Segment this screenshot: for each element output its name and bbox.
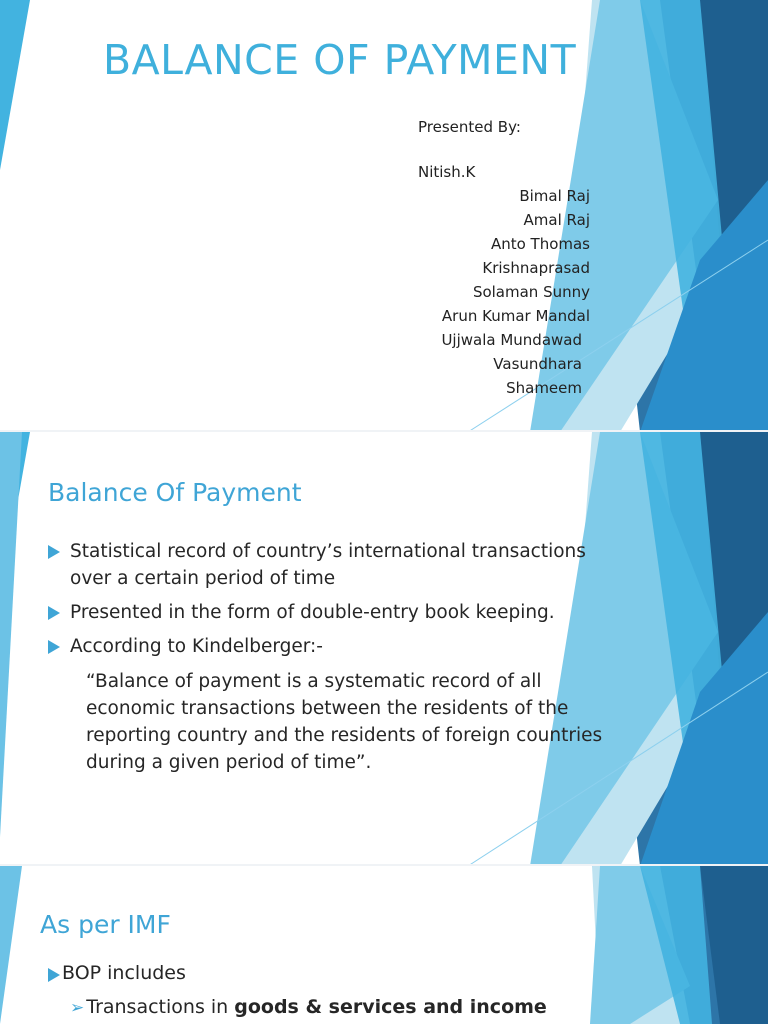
bullet-item — [48, 538, 618, 592]
presenter-list — [418, 160, 590, 400]
presenter-name: Nitish.K — [418, 163, 476, 181]
bullet-item — [48, 633, 618, 660]
presenter-name: Amal Raj — [523, 211, 590, 229]
triangle-bullet-icon — [48, 640, 60, 654]
bullet-item — [48, 599, 618, 626]
presenter-name: Krishnaprasad — [482, 259, 590, 277]
bullet-list — [48, 538, 618, 667]
presenter-name: Solaman Sunny — [472, 283, 590, 301]
presenter-name: Shameem — [506, 379, 582, 397]
triangle-bullet-icon — [48, 545, 60, 559]
sub-bullet-bold: goods & services and income — [234, 996, 547, 1018]
triangle-bullet-icon — [48, 968, 60, 982]
bullet-item — [48, 962, 186, 984]
bullet-text: Statistical record of country’s international transactions over a certain period of time — [70, 541, 586, 589]
presented-by-label: Presented By: — [418, 118, 521, 136]
section-heading: Balance Of Payment — [48, 478, 302, 507]
page-title: BALANCE OF PAYMENT — [103, 36, 577, 84]
triangle-bullet-icon — [48, 606, 60, 620]
bullet-text: According to Kindelberger:- — [70, 636, 323, 657]
presenter-name: Anto Thomas — [490, 235, 590, 253]
presenter-name: Arun Kumar Mandal — [441, 307, 590, 325]
slide-imf — [0, 866, 768, 1024]
sub-bullet-text: Transactions in — [86, 996, 235, 1018]
slide-definition — [0, 432, 768, 866]
presenter-name: Vasundhara — [493, 355, 582, 373]
sub-bullet-item — [70, 996, 547, 1018]
presenter-name: Bimal Raj — [519, 187, 590, 205]
section-heading: As per IMF — [40, 910, 171, 939]
definition-quote: “Balance of payment is a systematic record of all economic transactions between the residents of the reporting country and the residents of foreign countries during a given period of time”. — [86, 671, 603, 773]
presenter-name: Ujjwala Mundawad — [441, 331, 582, 349]
chevron-right-icon: ➢ — [70, 998, 85, 1018]
bullet-text: Presented in the form of double-entry book keeping. — [70, 602, 555, 623]
bullet-text: BOP includes — [62, 962, 186, 984]
slide-title — [0, 0, 768, 432]
